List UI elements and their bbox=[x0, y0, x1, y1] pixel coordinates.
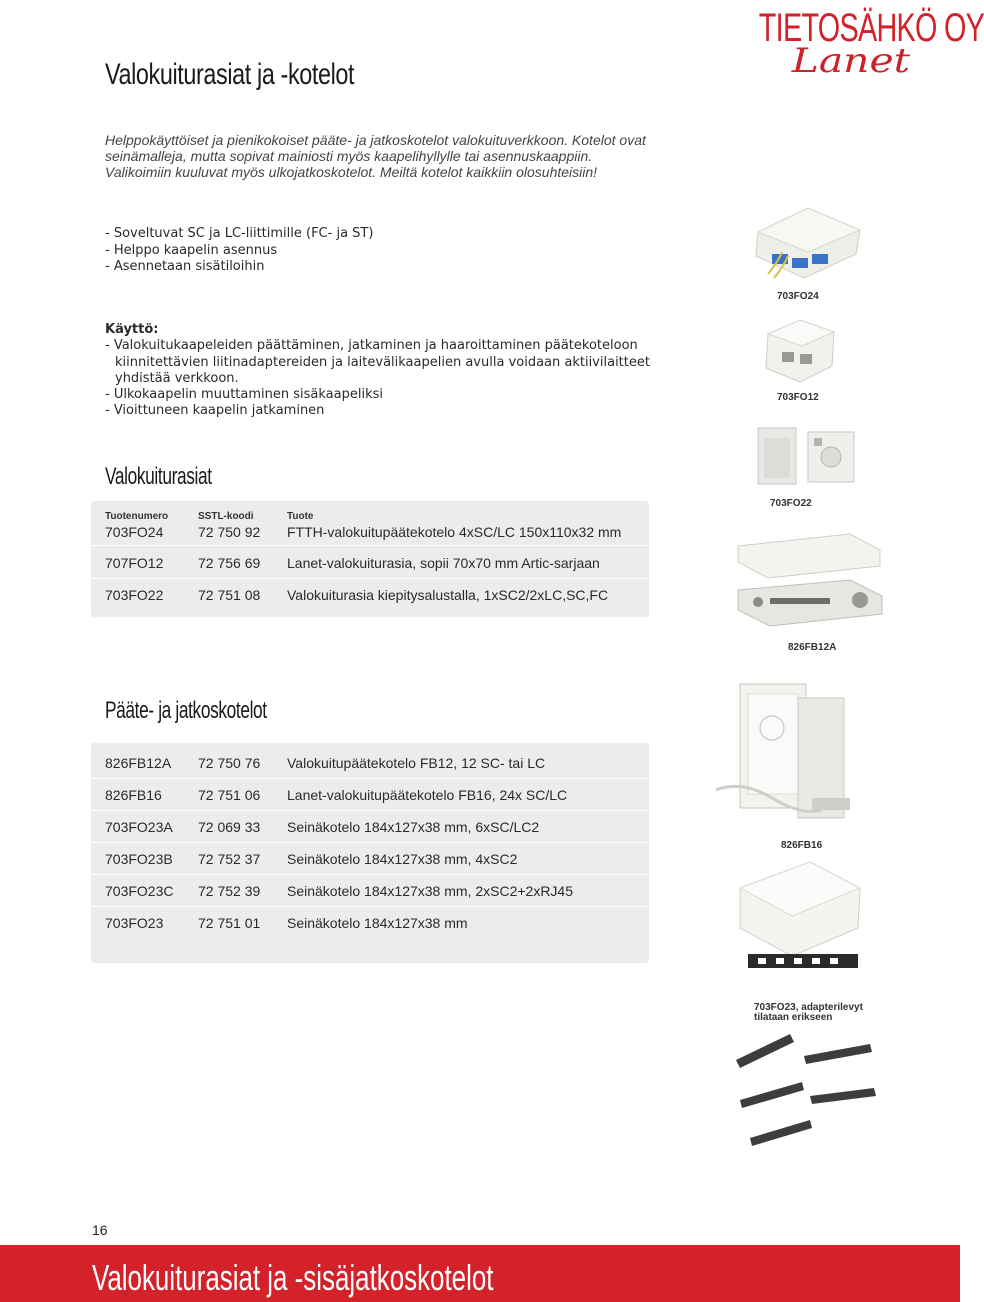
table-cell-product: Lanet-valokuitupäätekotelo FB16, 24x SC/LC bbox=[287, 787, 568, 803]
table-cell-sstl: 72 752 37 bbox=[198, 851, 261, 867]
caption: 703FO12 bbox=[777, 392, 819, 403]
feature-item: - Asennetaan sisätiloihin bbox=[105, 259, 265, 274]
table-cell-code: 703FO22 bbox=[105, 587, 164, 603]
table-cell-product: Seinäkotelo 184x127x38 mm bbox=[287, 915, 468, 931]
table-cell-code: 703FO24 bbox=[105, 524, 164, 540]
product-photo-703FO22 bbox=[750, 418, 860, 488]
row-divider bbox=[91, 874, 649, 875]
row-divider bbox=[91, 906, 649, 907]
row-divider bbox=[91, 810, 649, 811]
product-photo-826FB12A bbox=[730, 530, 890, 634]
intro-line: seinämalleja, mutta sopivat mainiosti myös kaapelihyllylle tai asennuskaappiin. bbox=[105, 148, 593, 164]
usage-block bbox=[105, 322, 650, 420]
column-header: Tuotenumero bbox=[105, 511, 169, 522]
caption: 703FO24 bbox=[777, 291, 819, 302]
table-cell-code: 703FO23C bbox=[105, 883, 174, 899]
product-table-1 bbox=[91, 501, 649, 617]
column-header: SSTL-koodi bbox=[198, 511, 254, 522]
adapter-plates-photo bbox=[730, 1030, 880, 1150]
table-cell-sstl: 72 752 39 bbox=[198, 883, 261, 899]
section-title-paate-jatkoskotelot: Pääte- ja jatkoskotelot bbox=[105, 697, 267, 724]
table-cell-product: Valokuiturasia kiepitysalustalla, 1xSC2/2xLC,SC,FC bbox=[287, 587, 609, 603]
usage-line: - Valokuitukaapeleiden päättäminen, jatkaminen ja haaroittaminen päätekoteloon bbox=[105, 338, 638, 354]
usage-heading: Käyttö: bbox=[105, 322, 159, 337]
table-cell-product: Valokuitupäätekotelo FB12, 12 SC- tai LC bbox=[287, 755, 546, 771]
usage-line: - Vioittuneen kaapelin jatkaminen bbox=[105, 403, 325, 419]
table-cell-sstl: 72 751 01 bbox=[198, 915, 261, 931]
footer-title: Valokuiturasiat ja -sisäjatkoskotelot bbox=[92, 1257, 494, 1298]
brand-sub: Lanet bbox=[791, 41, 910, 81]
section-title-valokuiturasiat: Valokuiturasiat bbox=[105, 463, 212, 490]
table-cell-sstl: 72 069 33 bbox=[198, 819, 261, 835]
usage-line: kiinnitettävien liitinadaptereiden ja laitevälikaapelien avulla voidaan aktiivilaitteet bbox=[115, 354, 650, 370]
table-cell-product: Seinäkotelo 184x127x38 mm, 6xSC/LC2 bbox=[287, 819, 540, 835]
row-divider bbox=[91, 842, 649, 843]
caption: 826FB12A bbox=[788, 642, 837, 653]
table-cell-sstl: 72 751 06 bbox=[198, 787, 261, 803]
product-photo-703FO24 bbox=[748, 202, 866, 282]
table-cell-code: 826FB16 bbox=[105, 787, 162, 803]
caption: 826FB16 bbox=[781, 840, 823, 851]
table-cell-code: 703FO23A bbox=[105, 819, 173, 835]
caption: tilataan erikseen bbox=[754, 1012, 833, 1023]
column-header: Tuote bbox=[287, 511, 314, 522]
feature-item: - Soveltuvat SC ja LC-liittimille (FC- ja ST) bbox=[105, 226, 374, 241]
table-cell-code: 703FO23B bbox=[105, 851, 173, 867]
feature-list bbox=[105, 226, 373, 276]
table-cell-code: 826FB12A bbox=[105, 755, 172, 771]
table-cell-sstl: 72 750 92 bbox=[198, 524, 261, 540]
row-divider bbox=[91, 545, 649, 546]
page-title: Valokuiturasiat ja -kotelot bbox=[105, 58, 355, 91]
product-table-2 bbox=[91, 743, 649, 963]
table-cell-product: Lanet-valokuiturasia, sopii 70x70 mm Artic-sarjaan bbox=[287, 555, 600, 571]
caption: 703FO23, adapterilevyt bbox=[754, 1002, 863, 1013]
table-cell-code: 707FO12 bbox=[105, 555, 164, 571]
intro-line: Valikoimiin kuuluvat myös ulkojatkoskotelot. Meiltä kotelot kaikkiin olosuhteisiin! bbox=[105, 164, 598, 180]
usage-line: yhdistää verkkoon. bbox=[115, 370, 239, 386]
table-cell-code: 703FO23 bbox=[105, 915, 164, 931]
table-cell-product: Seinäkotelo 184x127x38 mm, 4xSC2 bbox=[287, 851, 518, 867]
row-divider bbox=[91, 778, 649, 779]
brand-name: TIETOSÄHKÖ OY bbox=[758, 6, 984, 50]
table-cell-product: Seinäkotelo 184x127x38 mm, 2xSC2+2xRJ45 bbox=[287, 883, 574, 899]
table-cell-product: FTTH-valokuitupäätekotelo 4xSC/LC 150x110x32 mm bbox=[287, 524, 622, 540]
feature-item: - Helppo kaapelin asennus bbox=[105, 242, 278, 258]
table-cell-sstl: 72 751 08 bbox=[198, 587, 261, 603]
table-cell-sstl: 72 756 69 bbox=[198, 555, 261, 571]
row-divider bbox=[91, 578, 649, 579]
caption: 703FO22 bbox=[770, 498, 812, 509]
table-cell-sstl: 72 750 76 bbox=[198, 755, 261, 771]
product-photo-703FO23 bbox=[730, 858, 870, 988]
product-photo-826FB16 bbox=[712, 680, 862, 830]
brand-logo bbox=[700, 6, 984, 81]
usage-line: - Ulkokaapelin muuttaminen sisäkaapeliksi bbox=[105, 387, 383, 403]
intro-line: Helppokäyttöiset ja pienikokoiset pääte- ja jatkoskotelot valokuituverkkoon. Kotelot ovat bbox=[105, 132, 646, 148]
intro-text bbox=[105, 132, 685, 180]
product-photo-703FO12 bbox=[760, 316, 840, 386]
page-number: 16 bbox=[92, 1222, 108, 1238]
